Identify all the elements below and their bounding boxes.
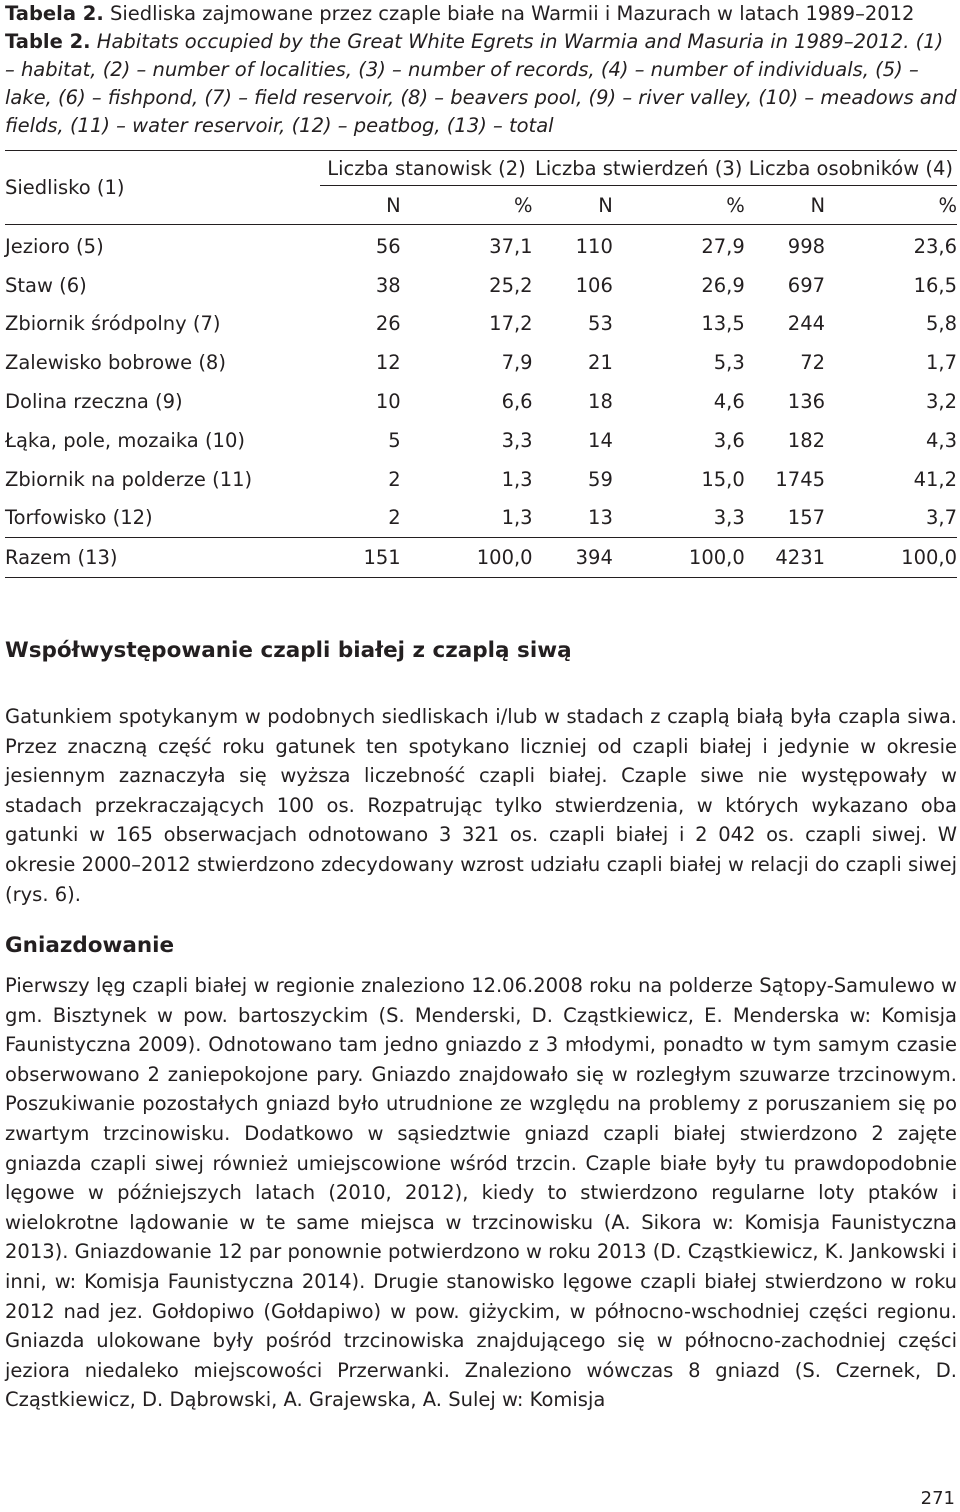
value-cell: 1,7: [925, 351, 957, 375]
habitat-cell: Łąka, pole, mozaika (10): [5, 428, 245, 452]
value-cell: 3,2: [925, 390, 957, 414]
habitat-cell: Jezioro (5): [5, 234, 104, 258]
value-cell: 1,3: [501, 467, 533, 491]
value-cell: 3,3: [501, 428, 533, 452]
value-cell: 3,3: [713, 506, 745, 530]
value-cell: 157: [787, 506, 826, 530]
group-header-individuals: Liczba osobników (4): [745, 151, 957, 186]
total-value-cell: 100,0: [401, 538, 533, 578]
habitat-cell: Zbiornik śródpolny (7): [5, 312, 221, 336]
value-cell: 106: [575, 273, 613, 297]
value-cell: 697: [787, 273, 826, 297]
total-value-cell: 151: [320, 538, 400, 578]
value-cell: 16,5: [913, 273, 957, 297]
total-value-cell: 394: [533, 538, 613, 578]
caption-text-pl: Siedliska zajmowane przez czaple białe na Warmii i Mazurach w latach 1989–2012: [103, 2, 915, 25]
sub-header-percent: %: [401, 186, 533, 225]
sub-header-n: N: [533, 186, 613, 225]
table-row: [5, 225, 957, 266]
caption-label-pl: Tabela 2.: [5, 2, 104, 25]
value-cell: 53: [588, 312, 613, 336]
table-row: [5, 305, 957, 344]
total-value-cell: 100,0: [825, 538, 957, 578]
value-cell: 998: [787, 234, 826, 258]
value-cell: 18: [588, 390, 613, 414]
value-cell: 38: [375, 273, 401, 297]
value-cell: 13,5: [701, 312, 745, 336]
table-row: [5, 266, 957, 305]
value-cell: 37,1: [489, 234, 533, 258]
total-label-cell: Razem (13): [5, 538, 320, 578]
habitat-cell: Zalewisko bobrowe (8): [5, 351, 226, 375]
value-cell: 1,3: [501, 506, 533, 530]
habitats-table: [5, 150, 957, 578]
sub-header-percent: %: [613, 186, 745, 225]
habitat-cell: Staw (6): [5, 273, 87, 297]
value-cell: 5,3: [713, 351, 745, 375]
value-cell: 4,6: [713, 390, 745, 414]
table-row: [5, 499, 957, 538]
value-cell: 6,6: [501, 390, 533, 414]
value-cell: 56: [375, 234, 401, 258]
value-cell: 26,9: [701, 273, 745, 297]
group-header-records: Liczba stwierdzeń (3): [533, 151, 745, 186]
value-cell: 3,6: [713, 428, 745, 452]
value-cell: 59: [588, 467, 613, 491]
value-cell: 72: [800, 351, 826, 375]
value-cell: 4,3: [925, 428, 957, 452]
document-page: [5, 0, 957, 1412]
table-row: [5, 343, 957, 382]
habitat-cell: Dolina rzeczna (9): [5, 390, 183, 414]
value-cell: 3,7: [925, 506, 957, 530]
value-cell: 26: [375, 312, 401, 336]
section-heading-coexistence: Współwystępowanie czapli białej z czaplą siwą: [5, 638, 572, 663]
habitat-cell: Torfowisko (12): [5, 506, 153, 530]
value-cell: 1745: [775, 467, 826, 491]
sub-header-n: N: [745, 186, 825, 225]
value-cell: 2: [388, 467, 401, 491]
section-heading-nesting: Gniazdowanie: [5, 933, 175, 958]
habitat-cell: Zbiornik na polderze (11): [5, 467, 253, 491]
habitat-column-header: Siedlisko (1): [5, 151, 320, 225]
table-caption: [5, 0, 957, 140]
table-total-row: [5, 538, 957, 578]
value-cell: 23,6: [913, 234, 957, 258]
caption-text-en: Habitats occupied by the Great White Egrets in Warmia and Masuria in 1989–2012. (1) – habitat, (2) – number of localities, (3) – number of records, (4) – number of individuals, (5) – lake, (6) – fishpond, (7) – field reservoir, (8) – beavers pool, (9) – river valley, (10) – meadows and fields, (11) – water reservoir, (12) – peatbog, (13) – total: [5, 30, 957, 137]
sub-header-n: N: [320, 186, 400, 225]
value-cell: 182: [787, 428, 826, 452]
value-cell: 17,2: [489, 312, 533, 336]
value-cell: 2: [388, 506, 401, 530]
table-row: [5, 421, 957, 460]
sub-header-percent: %: [825, 186, 957, 225]
value-cell: 21: [588, 351, 613, 375]
value-cell: 27,9: [701, 234, 745, 258]
group-header-localities: Liczba stanowisk (2): [320, 151, 532, 186]
value-cell: 14: [588, 428, 613, 452]
table-row: [5, 382, 957, 421]
value-cell: 15,0: [701, 467, 745, 491]
section-paragraph-coexistence: Gatunkiem spotykanym w podobnych siedliskach i/lub w stadach z czaplą białą była czapla siwa. Przez znaczną część roku gatunek ten spotykano liczniej od czapli białej i jedynie w okresie jesiennym zaznaczyła się wyższa liczebność czapli białej. Czaple siwe nie występowały w stadach przekraczających 100 os. Rozpatrując tylko stwierdzenia, w których wykazano oba gatunki w 165 obserwacjach odnotowano 3 321 os. czapli białej i 2 042 os. czapli siwej. W okresie 2000–2012 stwierdzono zdecydowany wzrost udziału czapli białej w relacji do czapli siwej (rys. 6).: [5, 705, 957, 906]
value-cell: 13: [588, 506, 613, 530]
value-cell: 136: [787, 390, 826, 414]
value-cell: 244: [787, 312, 826, 336]
table-row: [5, 460, 957, 499]
value-cell: 10: [375, 390, 401, 414]
total-value-cell: 4231: [745, 538, 825, 578]
value-cell: 110: [575, 234, 613, 258]
value-cell: 7,9: [501, 351, 533, 375]
total-value-cell: 100,0: [613, 538, 745, 578]
value-cell: 5: [388, 428, 401, 452]
page-number: 271: [920, 1488, 955, 1509]
value-cell: 12: [375, 351, 401, 375]
section-paragraph-nesting: Pierwszy lęg czapli białej w regionie znaleziono 12.06.2008 roku na polderze Sątopy-Samulewo w gm. Bisztynek w pow. bartoszyckim (S. Menderski, D. Cząstkiewicz, E. Menderska w: Komisja Faunistyczna 2009). Odnotowano tam jedno gniazdo z 3 młodymi, ponadto w tym samym czasie obserwowano 2 zaniepokojone pary. Gniazdo znajdowało się w rozległym szuwarze trzcinowym. Poszukiwanie pozostałych gniazd było utrudnione ze względu na problemy z poruszaniem się po zwartym trzcinowisku. Dodatkowo w sąsiedztwie gniazd czapli białej stwierdzono 2 zajęte gniazda czapli siwej również umiejscowione wśród trzcin. Czaple białe były tu prawdopodobnie lęgowe w późniejszych latach (2010, 2012), kiedy to stwierdzono regularne loty ptaków i wielokrotne lądowanie w te same miejsca w trzcinowisku (A. Sikora w: Komisja Faunistyczna 2013). Gniazdowanie 12 par ponownie potwierdzono w roku 2013 (D. Cząstkiewicz, K. Jankowski i inni, w: Komisja Faunistyczna 2014). Drugie stanowisko lęgowe czapli białej stwierdzono w roku 2012 nad jez. Gołdopiwo (Gołdapiwo) w pow. giżyckim, w północno-wschodniej części regionu. Gniazda ulokowane były pośród trzcinowiska znajdującego się w północno-zachodniej części jeziora niedaleko miejscowości Przerwanki. Znaleziono wówczas 8 gniazd (S. Czernek, D. Cząstkiewicz, D. Dąbrowski, A. Grajewska, A. Sulej w: Komisja: [5, 974, 957, 1412]
value-cell: 5,8: [925, 312, 957, 336]
caption-label-en: Table 2.: [5, 30, 91, 53]
value-cell: 25,2: [489, 273, 533, 297]
value-cell: 41,2: [913, 467, 957, 491]
